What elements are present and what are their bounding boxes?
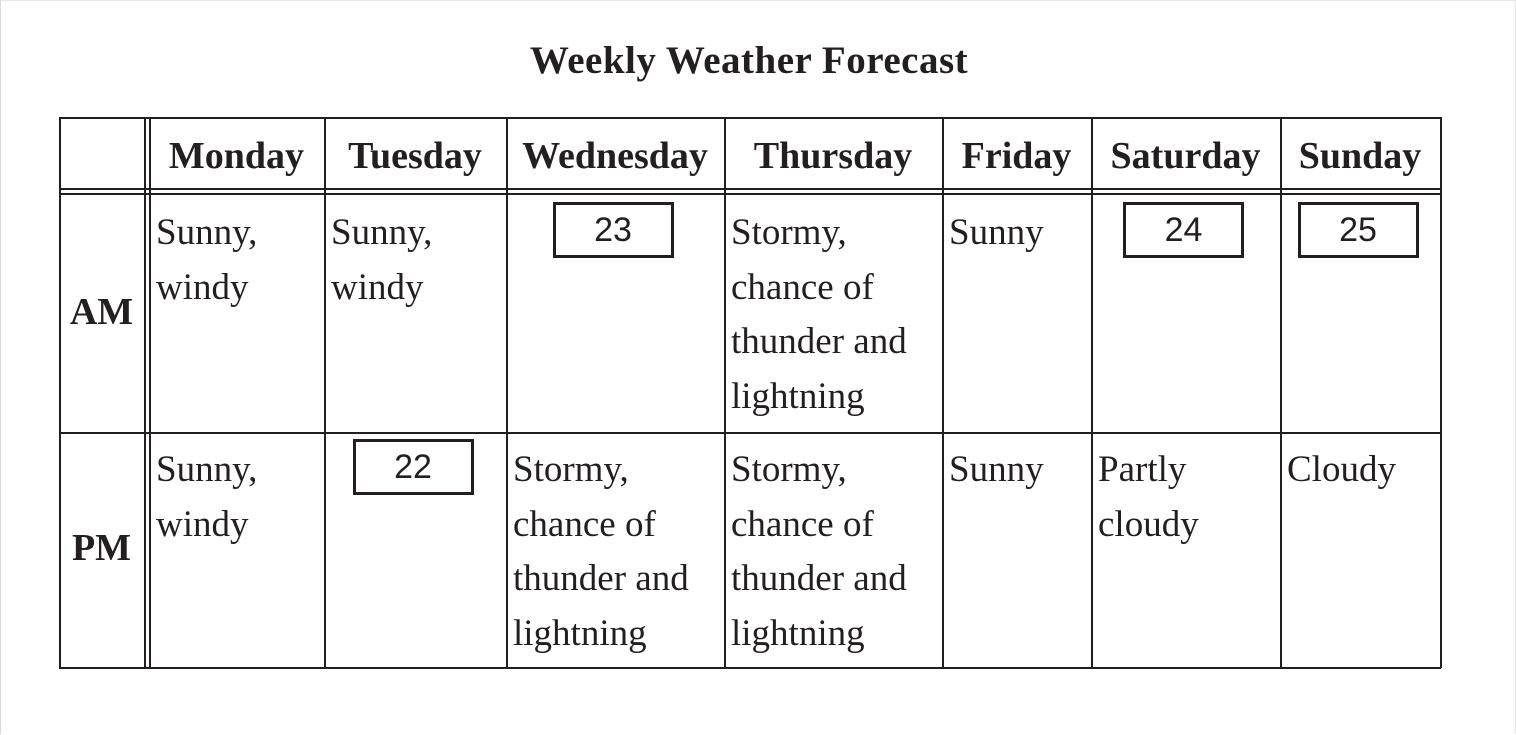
column-header-sunday: Sunday	[1298, 135, 1422, 177]
forecast-cell-text: thunder and	[731, 321, 907, 362]
forecast-cell-text: chance of	[513, 503, 656, 545]
forecast-cell-text: Sunny,	[331, 212, 433, 253]
forecast-cell-text: Stormy,	[731, 212, 847, 253]
column-divider-line	[724, 117, 726, 668]
forecast-cell-text: Stormy,	[513, 449, 629, 490]
column-header-tuesday: Tuesday	[348, 135, 482, 177]
forecast-cell-text: Sunny	[949, 212, 1044, 253]
forecast-cell-text: Sunny,	[156, 449, 258, 490]
forecast-cell-text: windy	[156, 503, 249, 545]
table-border-right	[1440, 117, 1442, 668]
column-header-saturday: Saturday	[1110, 135, 1261, 177]
forecast-cell-text: Cloudy	[1287, 449, 1396, 490]
forecast-cell-text: thunder and	[513, 558, 689, 599]
answer-blank-box[interactable]: 24	[1123, 202, 1244, 258]
column-header-thursday: Thursday	[753, 135, 913, 177]
header-divider-line	[59, 193, 1441, 195]
header-divider-line	[59, 188, 1441, 190]
table-border-bottom	[59, 667, 1441, 669]
answer-blank-box[interactable]: 25	[1298, 202, 1419, 258]
forecast-cell-text: chance of	[731, 266, 874, 308]
forecast-cell-text: lightning	[731, 612, 865, 654]
row-label-am: AM	[69, 290, 134, 333]
label-divider-line	[149, 117, 151, 668]
row-label-pm: PM	[71, 526, 132, 569]
forecast-cell-text: cloudy	[1098, 503, 1199, 545]
column-divider-line	[1091, 117, 1093, 668]
forecast-cell-text: windy	[331, 266, 424, 308]
column-header-friday: Friday	[961, 135, 1072, 177]
row-divider-line	[59, 432, 1441, 434]
forecast-cell-text: thunder and	[731, 558, 907, 599]
forecast-cell-text: Sunny	[949, 449, 1044, 490]
table-border-left	[59, 117, 61, 668]
column-divider-line	[324, 117, 326, 668]
forecast-cell-text: Partly	[1098, 449, 1187, 490]
answer-blank-box[interactable]: 22	[353, 439, 474, 495]
label-divider-line	[144, 117, 146, 668]
column-divider-line	[506, 117, 508, 668]
answer-blank-box[interactable]: 23	[553, 202, 674, 258]
column-header-wednesday: Wednesday	[522, 135, 708, 177]
column-divider-line	[942, 117, 944, 668]
forecast-cell-text: Sunny,	[156, 212, 258, 253]
table-border-top	[59, 117, 1441, 119]
forecast-cell-text: chance of	[731, 503, 874, 545]
column-divider-line	[1280, 117, 1282, 668]
column-header-monday: Monday	[168, 135, 305, 177]
forecast-cell-text: lightning	[731, 375, 865, 417]
forecast-cell-text: windy	[156, 266, 249, 308]
forecast-cell-text: lightning	[513, 612, 647, 654]
forecast-title: Weekly Weather Forecast	[529, 39, 969, 82]
forecast-cell-text: Stormy,	[731, 449, 847, 490]
